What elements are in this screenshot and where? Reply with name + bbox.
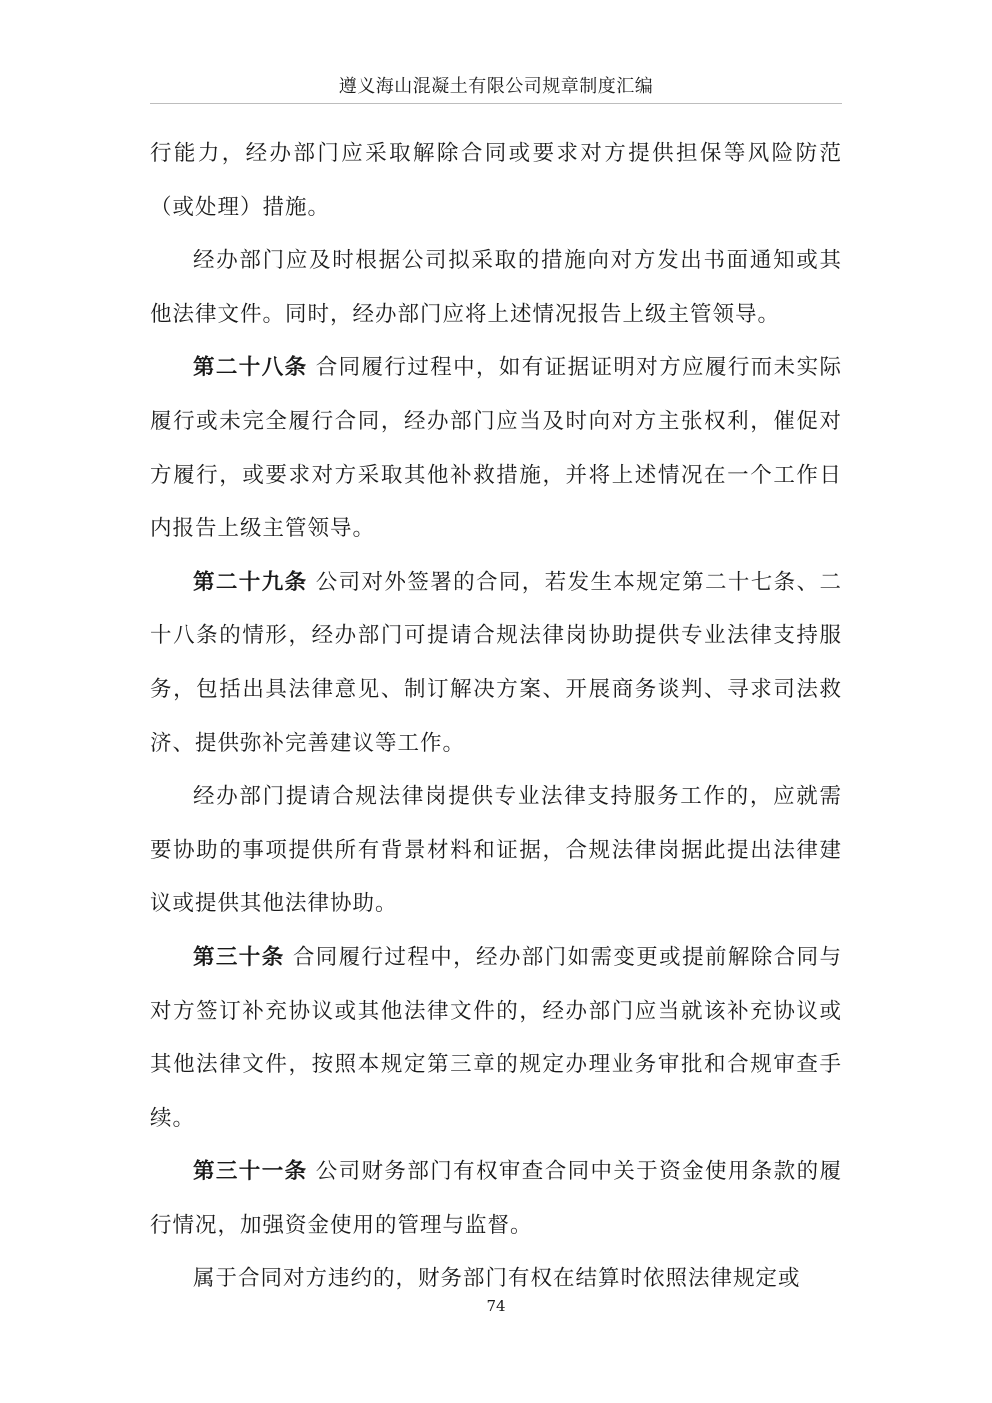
article-paragraph [150,1145,842,1252]
article-paragraph [150,931,842,1145]
page-header-title: 遵义海山混凝土有限公司规章制度汇编 [338,76,654,97]
paragraph-text: 经办部门应及时根据公司拟采取的措施向对方发出书面通知或其他法律文件。同时，经办部门应将上述情况报告上级主管领导。 [150,248,842,327]
paragraph-continuation [150,127,842,234]
paragraph-text: 属于合同对方违约的，财务部门有权在结算时依照法律规定或 [193,1266,801,1292]
page-number: 74 [486,1297,506,1315]
article-number: 第三十条 [193,944,285,970]
header-divider [150,103,842,104]
paragraph-text: 公司财务部门有权审查合同中关于资金使用条款的履行情况，加强资金使用的管理与监督。 [150,1159,842,1238]
paragraph-text: 经办部门提请合规法律岗提供专业法律支持服务工作的，应就需要协助的事项提供所有背景材料和证据，合规法律岗据此提出法律建议或提供其他法律协助。 [150,784,842,917]
article-number: 第二十八条 [193,355,308,381]
article-paragraph [150,341,842,555]
paragraph-text: 合同履行过程中，如有证据证明对方应履行而未实际履行或未完全履行合同，经办部门应当及时向对方主张权利，催促对方履行，或要求对方采取其他补救措施，并将上述情况在一个工作日内报告上级主管领导。 [150,355,842,542]
paragraph-text: 合同履行过程中，经办部门如需变更或提前解除合同与对方签订补充协议或其他法律文件的，经办部门应当就该补充协议或其他法律文件，按照本规定第三章的规定办理业务审批和合规审查手续。 [150,944,842,1131]
paragraph-text: 公司对外签署的合同，若发生本规定第二十七条、二十八条的情形，经办部门可提请合规法律岗协助提供专业法律支持服务，包括出具法律意见、制订解决方案、开展商务谈判、寻求司法救济、提供弥补完善建议等工作。 [150,569,842,756]
article-paragraph [150,556,842,770]
paragraph [150,770,842,931]
article-number: 第三十一条 [193,1159,308,1185]
paragraph [150,234,842,341]
paragraph-text: 行能力，经办部门应采取解除合同或要求对方提供担保等风险防范（或处理）措施。 [150,141,842,220]
document-body [150,127,842,1306]
article-number: 第二十九条 [193,569,308,595]
